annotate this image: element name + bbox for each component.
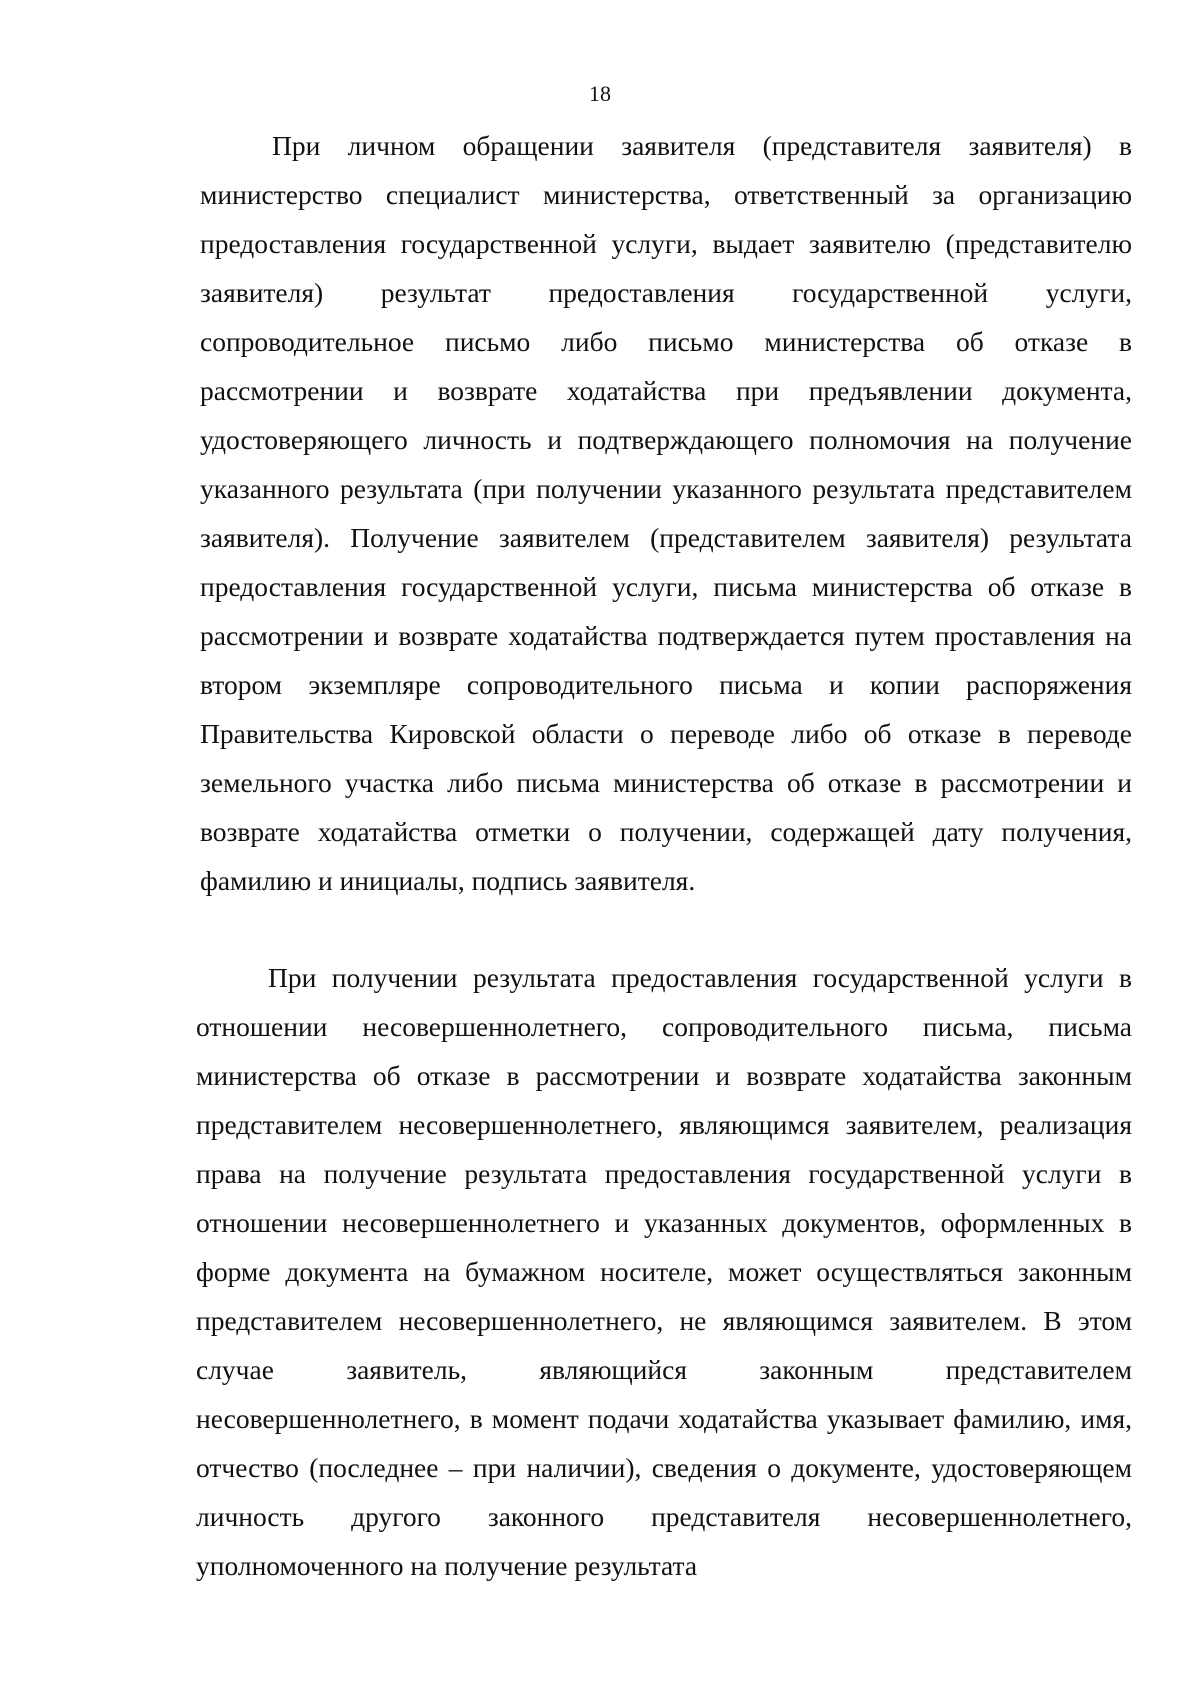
page-number: 18 (589, 81, 611, 106)
paragraph: При личном обращении заявителя (представителя заявителя) в министерство специалист министерства, ответственный за организацию предоставления государственной услуги, выдает заявителю (представителю заявителя) результат предоставления государственной услуги, сопроводительное письмо либо письмо министерства об отказе в рассмотрении и возврате ходатайства при предъявлении документа, удостоверяющего личность и подтверждающего полномочия на получение указанного результата (при получении указанного результата представителем заявителя). Получение заявителем (представителем заявителя) результата предоставления государственной услуги, письма министерства об отказе в рассмотрении и возврате ходатайства подтверждается путем проставления на втором экземпляре сопроводительного письма и копии распоряжения Правительства Кировской области о переводе либо об отказе в переводе земельного участка либо письма министерства об отказе в рассмотрении и возврате ходатайства отметки о получении, содержащей дату получения, фамилию и инициалы, подпись заявителя. (200, 130, 1132, 896)
paragraph: При получении результата предоставления государственной услуги в отношении несовершеннолетнего, сопроводительного письма, письма министерства об отказе в рассмотрении и возврате ходатайства законным представителем несовершеннолетнего, являющимся заявителем, реализация права на получение результата предоставления государственной услуги в отношении несовершеннолетнего и указанных документов, оформленных в форме документа на бумажном носителе, может осуществляться законным представителем несовершеннолетнего, не являющимся заявителем. В этом случае заявитель, являющийся законным представителем несовершеннолетнего, в момент подачи ходатайства указывает фамилию, имя, отчество (последнее – при наличии), сведения о документе, удостоверяющем личность другого законного представителя несовершеннолетнего, уполномоченного на получение результата (196, 962, 1132, 1581)
